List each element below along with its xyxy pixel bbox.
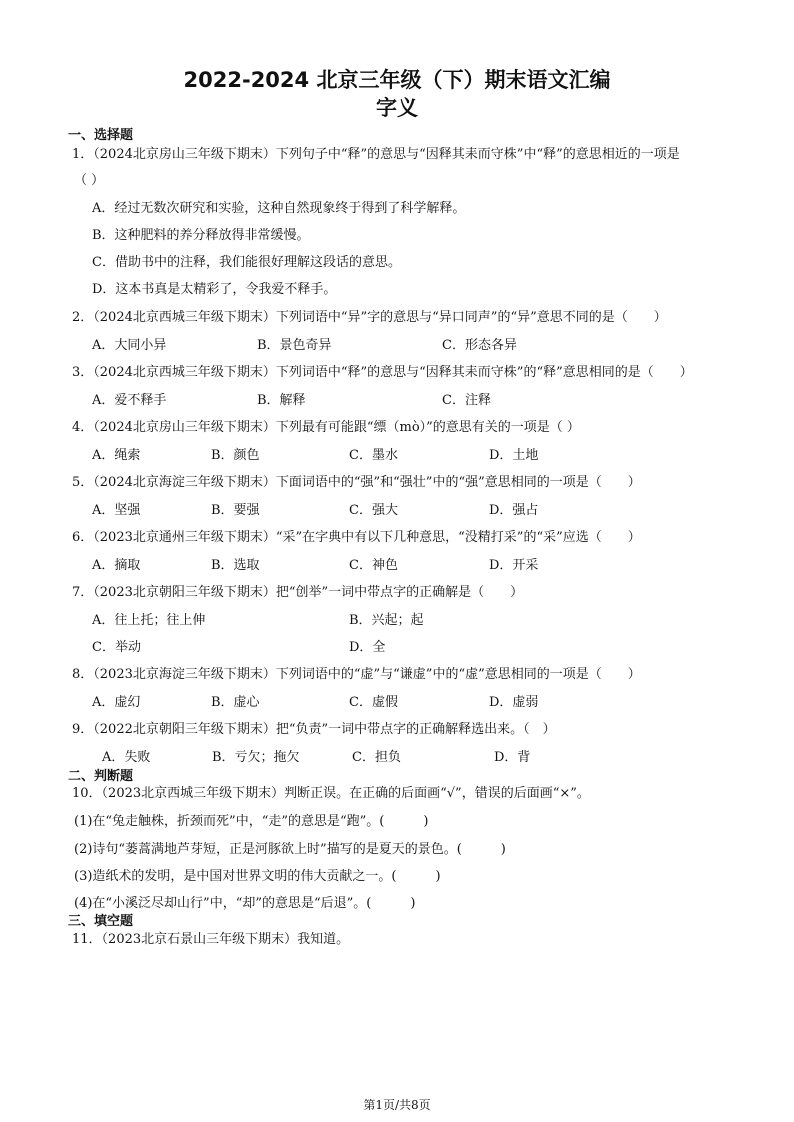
question-2-option-c: C．形态各异 xyxy=(442,338,517,353)
question-9-option-c: C．担负 xyxy=(352,750,401,765)
question-7-stem: 7．（2023北京朝阳三年级下期末）把“创举”一词中带点字的正确解是（ ） xyxy=(72,585,524,600)
question-9-option-d: D．背 xyxy=(494,750,531,765)
question-4-option-a: A．绳索 xyxy=(92,448,141,463)
question-7-option-a: A．往上托；往上伸 xyxy=(92,613,206,628)
question-6-option-c: C．神色 xyxy=(349,558,398,573)
question-10-stem: 10．（2023北京西城三年级下期末）判断正误。在正确的后面画“√”，错误的后面画“×”。 xyxy=(72,786,590,801)
question-1-stem: 1．（2024北京房山三年级下期末）下列句子中“释”的意思与“因释其耒而守株”中“释”的意思相近的一项是 xyxy=(72,147,680,162)
question-11-stem: 11．（2023北京石景山三年级下期末）我知道。 xyxy=(72,932,350,947)
question-5-option-d: D．强占 xyxy=(489,503,539,518)
question-10-item-2: (2)诗句“蒌蒿满地芦芽短，正是河豚欲上时”描写的是夏天的景色。( ) xyxy=(74,842,506,857)
question-4-option-c: C．墨水 xyxy=(349,448,398,463)
question-4-option-b: B．颜色 xyxy=(211,448,260,463)
question-8-option-a: A．虚幻 xyxy=(92,695,141,710)
question-9-option-a: A．失败 xyxy=(102,750,151,765)
document-subtitle: 字义 xyxy=(376,96,418,120)
question-8-option-c: C．虚假 xyxy=(349,695,398,710)
question-8-option-d: D．虚弱 xyxy=(489,695,539,710)
document-title: 2022-2024 北京三年级（下）期末语文汇编 xyxy=(183,68,611,92)
section-heading-judgement: 二、判断题 xyxy=(68,769,134,784)
question-2-option-a: A．大同小异 xyxy=(92,338,167,353)
question-5-stem: 5．（2024北京海淀三年级下期末）下面词语中的“强”和“强壮”中的“强”意思相同的一项是（ ） xyxy=(72,475,641,490)
question-10-item-3: (3)造纸术的发明，是中国对世界文明的伟大贡献之一。( ) xyxy=(74,869,441,884)
question-10-item-4: (4)在“小溪泛尽却山行”中，“却”的意思是“后退”。( ) xyxy=(74,896,416,911)
question-6-option-a: A．摘取 xyxy=(92,558,141,573)
page-footer: 第1页/共8页 xyxy=(363,1098,431,1112)
question-4-stem: 4．（2024北京房山三年级下期末）下列最有可能跟“缥（mò）”的意思有关的一项是（ ） xyxy=(72,420,580,435)
question-3-option-b: B．解释 xyxy=(257,393,306,408)
section-heading-choice: 一、选择题 xyxy=(68,128,134,143)
question-8-stem: 8．（2023北京海淀三年级下期末）下列词语中的“虚”与“谦虚”中的“虚”意思相同的一项是（ ） xyxy=(72,667,641,682)
question-6-stem: 6．（2023北京通州三年级下期末）“采”在字典中有以下几种意思，“没精打采”的“采”应选（ ） xyxy=(72,530,641,545)
question-1-option-b: B．这种肥料的养分释放得非常缓慢。 xyxy=(92,228,310,243)
question-6-option-b: B．选取 xyxy=(211,558,260,573)
question-1-option-d: D．这本书真是太精彩了，令我爱不释手。 xyxy=(92,282,337,297)
question-7-option-c: C．举动 xyxy=(92,640,141,655)
question-3-option-a: A．爱不释手 xyxy=(92,393,167,408)
question-8-option-b: B．虚心 xyxy=(211,695,260,710)
question-2-stem: 2．（2024北京西城三年级下期末）下列词语中“异”字的意思与“异口同声”的“异”意思不同的是（ ） xyxy=(72,310,667,325)
question-2-option-b: B．景色奇异 xyxy=(257,338,332,353)
question-1-stem-cont: （ ） xyxy=(74,173,105,188)
question-9-option-b: B．亏欠；拖欠 xyxy=(212,750,300,765)
question-1-option-a: A．经过无数次研究和实验，这种自然现象终于得到了科学解释。 xyxy=(92,201,466,216)
question-10-item-1: (1)在“兔走触株，折颈而死”中，“走”的意思是“跑”。( ) xyxy=(74,814,429,829)
question-7-option-d: D．全 xyxy=(349,640,386,655)
question-3-stem: 3．（2024北京西城三年级下期末）下列词语中“释”的意思与“因释其耒而守株”的“释”意思相同的是（ ） xyxy=(72,365,693,380)
question-9-stem: 9．（2022北京朝阳三年级下期末）把“负责”一词中带点字的正确解释选出来。（ ） xyxy=(72,722,556,737)
question-5-option-a: A．坚强 xyxy=(92,503,141,518)
question-7-option-b: B．兴起；起 xyxy=(349,613,424,628)
question-1-option-c: C．借助书中的注释，我们能很好理解这段话的意思。 xyxy=(92,255,401,270)
question-3-option-c: C．注释 xyxy=(442,393,491,408)
question-5-option-b: B．要强 xyxy=(211,503,260,518)
question-5-option-c: C．强大 xyxy=(349,503,398,518)
section-heading-fill-blank: 三、填空题 xyxy=(68,914,134,929)
question-6-option-d: D．开采 xyxy=(489,558,539,573)
question-4-option-d: D．土地 xyxy=(489,448,539,463)
